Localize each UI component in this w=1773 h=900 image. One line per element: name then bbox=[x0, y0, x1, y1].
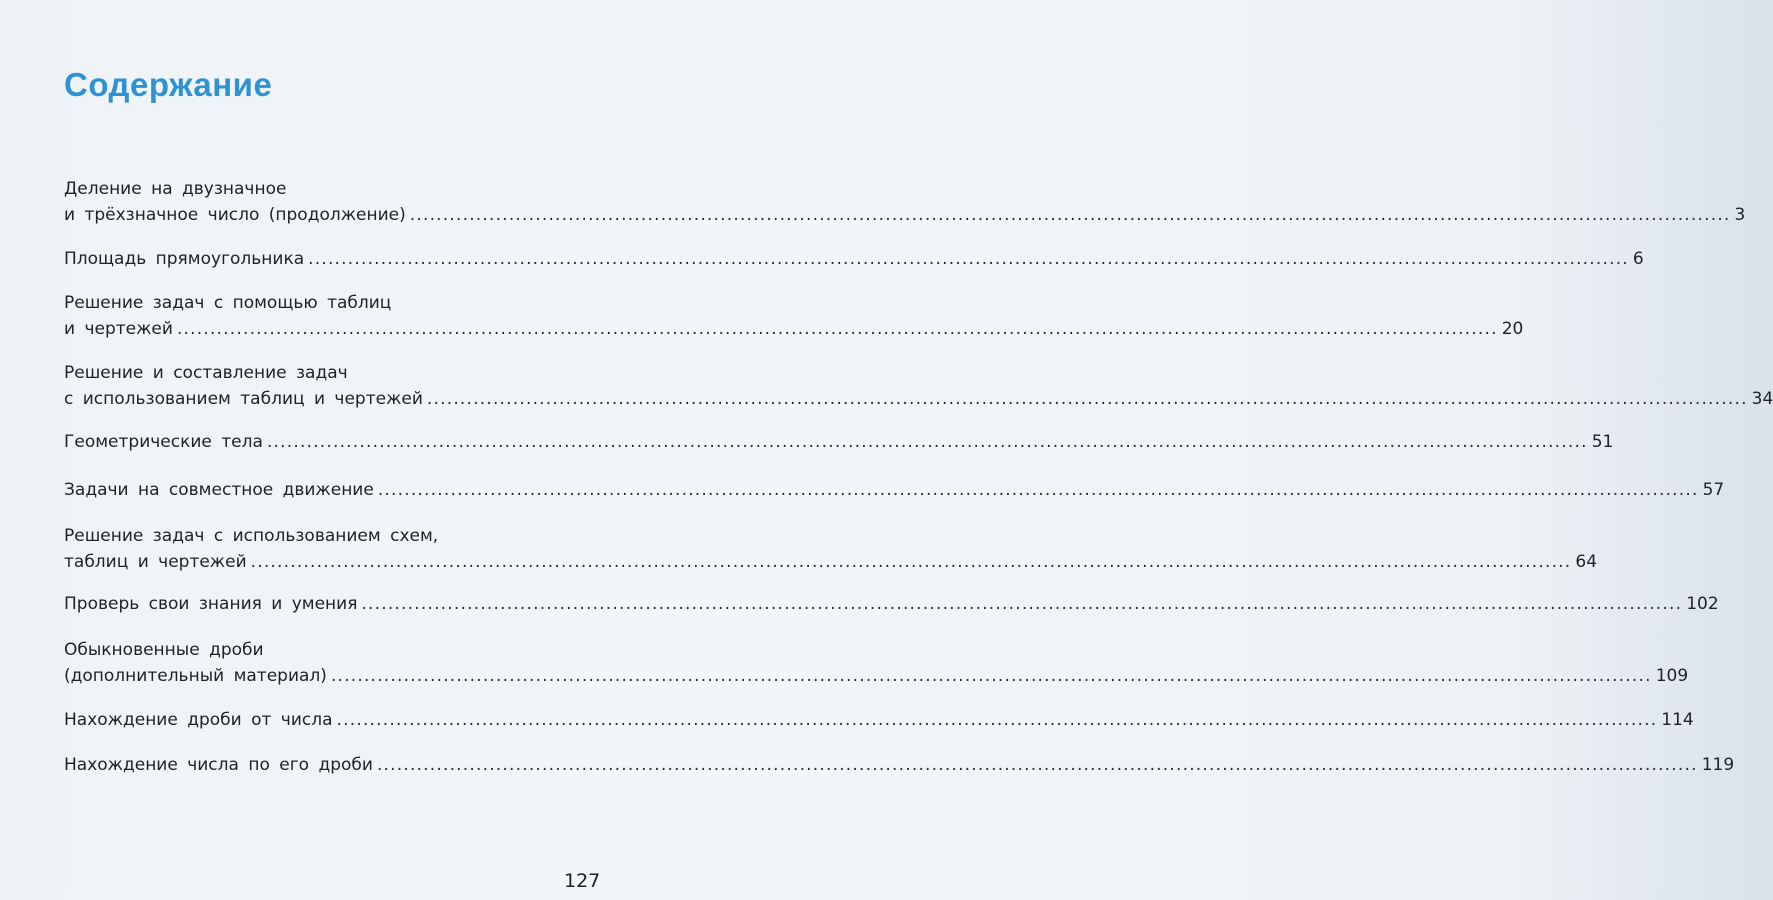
toc-page-number: 114 bbox=[1661, 710, 1694, 730]
leader-dots: ........................................................................................................................................................................................................ bbox=[266, 432, 1588, 452]
toc-page-number: 109 bbox=[1655, 666, 1689, 686]
toc-page-number: 57 bbox=[1702, 480, 1725, 500]
toc-entry-line: Решение и составление задач bbox=[64, 363, 348, 383]
toc-entry-line: Решение задач с помощью таблиц bbox=[64, 293, 392, 313]
toc-entry-title: Нахождение числа по его дроби bbox=[64, 755, 373, 775]
toc-page-number: 20 bbox=[1501, 319, 1524, 339]
leader-dots: ........................................................................................................................................................................................................ bbox=[250, 552, 1572, 572]
toc-entry-line: Деление на двузначное bbox=[64, 179, 287, 199]
toc-entry-check[interactable] bbox=[64, 591, 1719, 617]
leader-dots: ........................................................................................................................................................................................................ bbox=[377, 480, 1699, 500]
leader-dots: ........................................................................................................................................................................................................ bbox=[409, 205, 1731, 225]
leader-dots: ........................................................................................................................................................................................................ bbox=[426, 389, 1748, 409]
leader-dots: ........................................................................................................................................................................................................ bbox=[308, 249, 1629, 269]
toc-entry-title: Задачи на совместное движение bbox=[64, 480, 374, 500]
toc-entry-title: с использованием таблиц и чертежей bbox=[64, 389, 423, 409]
toc-page-number: 102 bbox=[1686, 594, 1719, 614]
toc-entry-solids[interactable] bbox=[64, 429, 1614, 455]
toc-entry-compose[interactable] bbox=[64, 360, 1773, 412]
toc-page-number: 119 bbox=[1701, 755, 1735, 775]
toc-entry-fractions[interactable] bbox=[64, 637, 1689, 689]
toc-entry-title: Проверь свои знания и умения bbox=[64, 594, 358, 614]
toc-entry-area[interactable] bbox=[64, 246, 1644, 272]
toc-entry-line: Обыкновенные дроби bbox=[64, 640, 264, 660]
toc-entry-title: и трёхзначное число (продолжение) bbox=[64, 205, 406, 225]
page-number: 127 bbox=[564, 870, 601, 892]
toc-entry-title: Нахождение дроби от числа bbox=[64, 710, 333, 730]
toc-entry-title: Площадь прямоугольника bbox=[64, 249, 305, 269]
toc-entry-title: и чертежей bbox=[64, 319, 173, 339]
toc-entry-line: Решение задач с использованием схем, bbox=[64, 526, 439, 546]
toc-entry-motion[interactable] bbox=[64, 477, 1725, 503]
toc-entry-tables[interactable] bbox=[64, 290, 1524, 342]
toc-entry-schemes[interactable] bbox=[64, 523, 1598, 575]
toc-entry-number-by-fraction[interactable] bbox=[64, 752, 1735, 778]
leader-dots: ........................................................................................................................................................................................................ bbox=[361, 594, 1683, 614]
toc-page-number: 6 bbox=[1632, 249, 1644, 269]
leader-dots: ........................................................................................................................................................................................................ bbox=[176, 319, 1498, 339]
toc-page-number: 3 bbox=[1734, 205, 1746, 225]
toc-page-number: 51 bbox=[1591, 432, 1614, 452]
toc-entry-title: (дополнительный материал) bbox=[64, 666, 327, 686]
page-title: Содержание bbox=[64, 66, 273, 103]
toc-entry-title: Геометрические тела bbox=[64, 432, 263, 452]
leader-dots: ........................................................................................................................................................................................................ bbox=[376, 755, 1698, 775]
toc-page-number: 34 bbox=[1751, 389, 1773, 409]
leader-dots: ........................................................................................................................................................................................................ bbox=[336, 710, 1658, 730]
leader-dots: ........................................................................................................................................................................................................ bbox=[330, 666, 1652, 686]
toc-entry-fraction-of-number[interactable] bbox=[64, 707, 1694, 733]
toc-page-number: 64 bbox=[1575, 552, 1598, 572]
toc-entry-division[interactable] bbox=[64, 176, 1746, 228]
toc-entry-title: таблиц и чертежей bbox=[64, 552, 247, 572]
